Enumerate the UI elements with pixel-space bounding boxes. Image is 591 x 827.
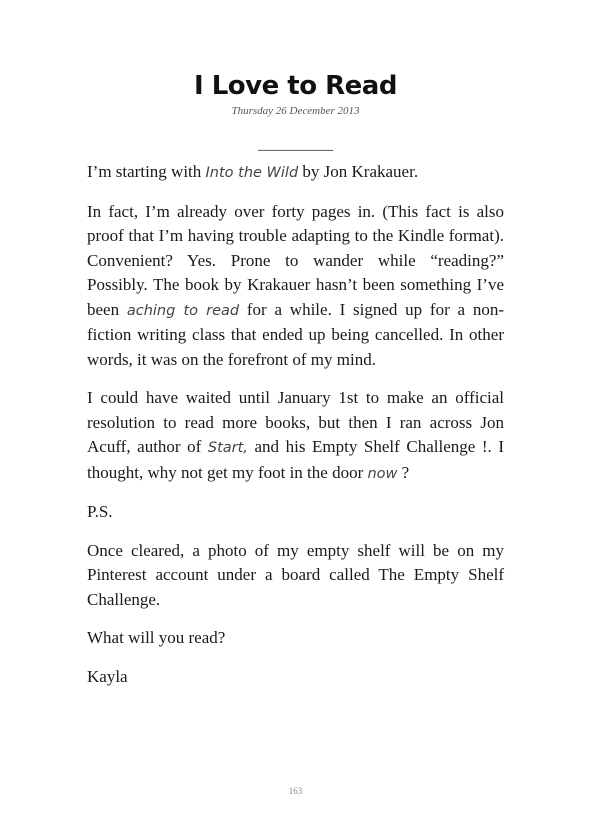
text-run: ? <box>397 462 410 482</box>
paragraph-3 <box>87 386 504 486</box>
paragraph-2 <box>87 200 504 373</box>
signature: Kayla <box>87 666 128 686</box>
text-run: In fact, I’m already over forty pages in. (This fact is also proof that I’m having trouble adapting to the Kindle format). Convenient? Yes. Prone to wander while “reading?” Possibly. The book by Krakauer hasn’t been something I’ve been <box>87 201 504 319</box>
page-title: I Love to Read <box>194 71 397 101</box>
text-run: I’m starting with <box>87 162 206 181</box>
separator-line: __________ <box>258 137 333 153</box>
emphasis-text: aching to read <box>126 302 240 319</box>
book-title-emphasis: Into the Wild <box>205 165 299 181</box>
post-date: Thursday 26 December 2013 <box>231 105 360 117</box>
paragraph-6: What will you read? <box>87 628 226 647</box>
text-run: and his Empty Shelf Challenge !. I thought, why not get my foot in the door <box>87 437 504 482</box>
emphasis-text: now <box>367 465 398 482</box>
text-run: for a while. I signed up for a non-fiction writing class that ended up being cancelled. In other words, it was on the forefront of my mind. <box>87 299 504 369</box>
paragraph-1 <box>87 160 504 186</box>
article-body <box>87 160 504 703</box>
page-number: 163 <box>288 786 303 796</box>
book-title-emphasis: Start, <box>207 440 248 456</box>
text-run: I could have waited until January 1st to make an official resolution to read more books, but then I ran across Jon Acuff, author of <box>87 388 504 456</box>
paragraph-4: P.S. <box>87 502 113 521</box>
paragraph-5: Once cleared, a photo of my empty shelf will be on my Pinterest account under a board called The Empty Shelf Challenge. <box>87 540 504 609</box>
text-run: by Jon Krakauer. <box>298 162 419 181</box>
